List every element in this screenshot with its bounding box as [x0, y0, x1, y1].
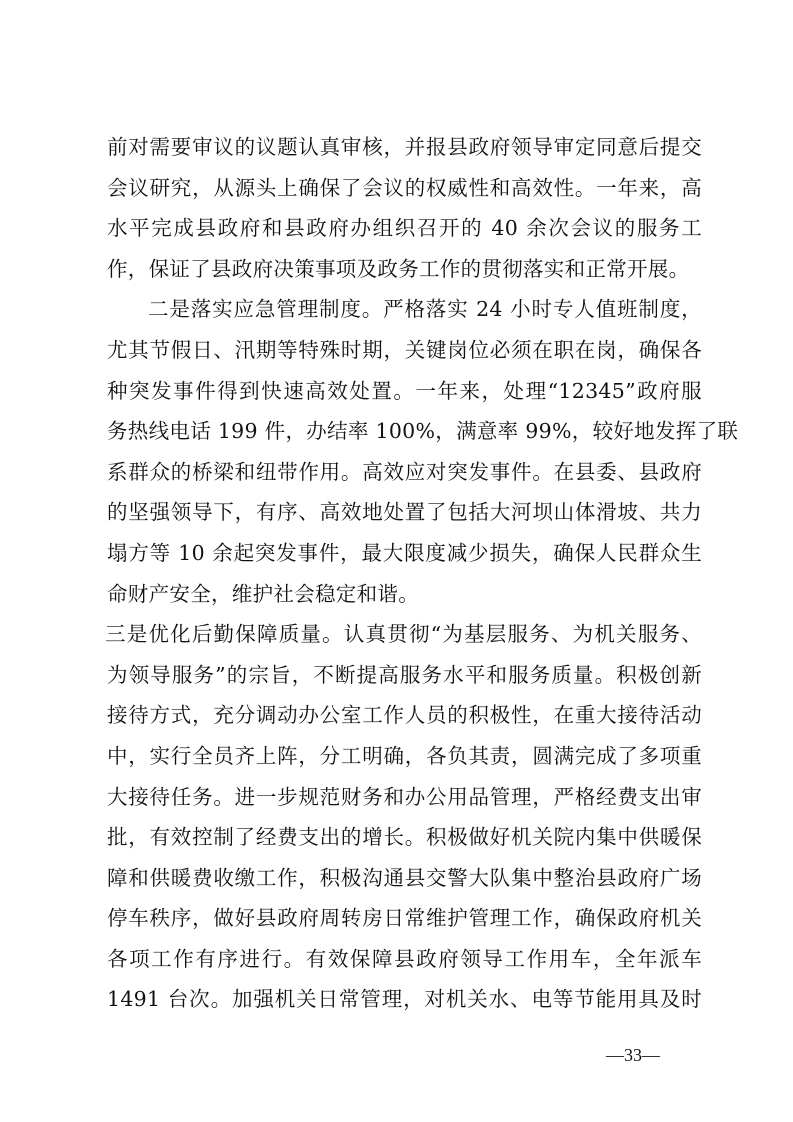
text-line: 1491 台次。加强机关日常管理，对机关水、电等节能用具及时: [107, 987, 702, 1012]
paragraph-start-line: 二是落实应急管理制度。严格落实 24 小时专人值班制度，: [148, 297, 702, 322]
text-line: 障和供暖费收缴工作，积极沟通县交警大队集中整治县政府广场: [107, 865, 702, 890]
text-line: 前对需要审议的议题认真审核，并报县政府领导审定同意后提交: [107, 135, 702, 159]
page-number: —33—: [606, 1045, 660, 1065]
text-line: 水平完成县政府和县政府办组织召开的 40 余次会议的服务工: [107, 216, 702, 241]
text-line: 命财产安全，维护社会稳定和谐。: [107, 581, 419, 606]
text-line: 停车秩序，做好县政府周转房日常维护管理工作，确保政府机关: [107, 906, 702, 931]
text-line: 中，实行全员齐上阵，分工明确，各负其责，圆满完成了多项重: [107, 743, 702, 768]
text-line: 作，保证了县政府决策事项及政务工作的贯彻落实和正常开展。: [107, 256, 690, 281]
text-line: 大接待任务。进一步规范财务和办公用品管理，严格经费支出审: [107, 784, 702, 809]
text-line: 务热线电话 199 件，办结率 100%，满意率 99%，较好地发挥了联: [107, 419, 739, 444]
text-line: 批，有效控制了经费支出的增长。积极做好机关院内集中供暖保: [107, 825, 702, 850]
paragraph-start-line: 三是优化后勤保障质量。认真贯彻“为基层服务、为机关服务、: [105, 622, 702, 647]
text-line: 为领导服务”的宗旨，不断提高服务水平和服务质量。积极创新: [107, 662, 702, 687]
text-line: 尤其节假日、汛期等特殊时期，关键岗位必须在职在岗，确保各: [107, 337, 702, 362]
text-line: 种突发事件得到快速高效处置。一年来，处理“12345”政府服: [107, 378, 702, 403]
text-line: 各项工作有序进行。有效保障县政府领导工作用车，全年派车: [107, 946, 702, 971]
text-line: 会议研究，从源头上确保了会议的权威性和高效性。一年来，高: [107, 175, 702, 200]
text-line: 的坚强领导下，有序、高效地处置了包括大河坝山体滑坡、共力: [107, 500, 702, 525]
text-line: 塌方等 10 余起突发事件，最大限度减少损失，确保人民群众生: [107, 540, 702, 565]
body-text: [105, 127, 739, 1020]
text-line: 系群众的桥梁和纽带作用。高效应对突发事件。在县委、县政府: [107, 459, 702, 484]
text-line: 接待方式，充分调动办公室工作人员的积极性，在重大接待活动: [107, 703, 702, 728]
